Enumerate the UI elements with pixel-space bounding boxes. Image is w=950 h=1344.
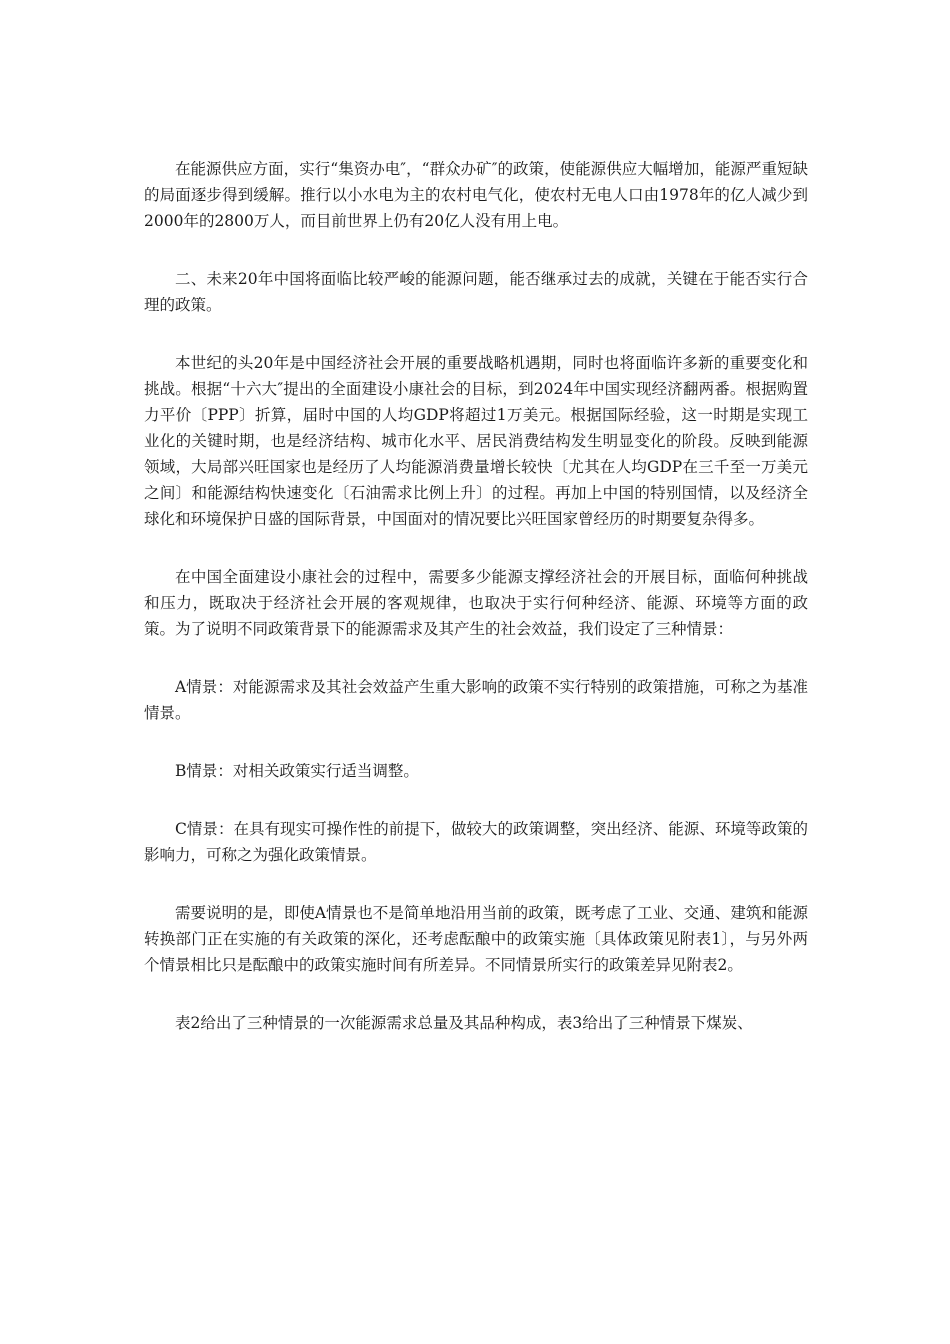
paragraph-energy-supply: 在能源供应方面，实行“集资办电″，“群众办矿″的政策，使能源供应大幅增加，能源严重短缺的局面逐步得到缓解。推行以小水电为主的农村电气化，使农村无电人口由1978年的亿人减少到2000年的2800万人，而目前世界上仍有20亿人没有用上电。 xyxy=(144,160,808,230)
paragraph-table-description: 表2给出了三种情景的一次能源需求总量及其品种构成，表3给出了三种情景下煤炭、 xyxy=(175,1014,753,1032)
paragraph-three-scenarios-intro: 在中国全面建设小康社会的过程中，需要多少能源支撑经济社会的开展目标，面临何种挑战和压力，既取决于经济社会开展的客观规律，也取决于实行何种经济、能源、环境等方面的政策。为了说明不同政策背景下的能源需求及其产生的社会效益，我们设定了三种情景： xyxy=(144,568,808,638)
paragraph-scenario-a: A情景：对能源需求及其社会效益产生重大影响的政策不实行特别的政策措施，可称之为基准情景。 xyxy=(144,678,808,722)
document-body xyxy=(144,156,808,1068)
paragraph-scenario-b: B情景：对相关政策实行适当调整。 xyxy=(175,762,419,780)
paragraph-strategic-period: 本世纪的头20年是中国经济社会开展的重要战略机遇期，同时也将面临许多新的重要变化和挑战。根据“十六大″提出的全面建设小康社会的目标，到2024年中国实现经济翻两番。根据购置力平价〔PPP〕折算，届时中国的人均GDP将超过1万美元。根据国际经验，这一时期是实现工业化的关键时期，也是经济结构、城市化水平、居民消费结构发生明显变化的阶段。反映到能源领域，大局部兴旺国家也是经历了人均能源消费量增长较快〔尤其在人均GDP在三千至一万美元之间〕和能源结构快速变化〔石油需求比例上升〕的过程。再加上中国的特别国情，以及经济全球化和环境保护日盛的国际背景，中国面对的情况要比兴旺国家曾经历的时期要复杂得多。 xyxy=(144,354,808,528)
paragraph-scenario-note: 需要说明的是，即使A情景也不是简单地沿用当前的政策，既考虑了工业、交通、建筑和能源转换部门正在实施的有关政策的深化，还考虑酝酿中的政策实施〔具体政策见附表1〕，与另外两个情景相比只是酝酿中的政策实施时间有所差异。不同情景所实行的政策差异见附表2。 xyxy=(144,904,808,974)
paragraph-scenario-c: C情景：在具有现实可操作性的前提下，做较大的政策调整，突出经济、能源、环境等政策的影响力，可称之为强化政策情景。 xyxy=(144,820,808,864)
paragraph-section-two-heading: 二、未来20年中国将面临比较严峻的能源问题，能否继承过去的成就，关键在于能否实行合理的政策。 xyxy=(144,270,808,314)
